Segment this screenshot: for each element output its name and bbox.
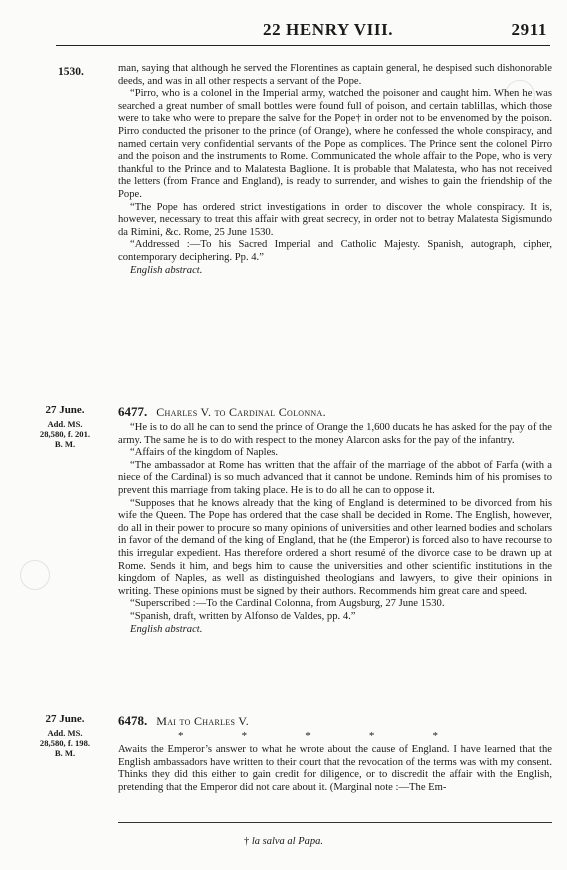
watermark-seal	[20, 560, 50, 590]
entry-6478-heading	[118, 713, 249, 729]
entry-title: Mai to Charles V.	[156, 714, 250, 728]
manuscript-library: B. M.	[54, 439, 76, 449]
running-title: 22 HENRY VIII.	[263, 20, 394, 39]
header-rule	[56, 45, 550, 46]
footnote-rule	[118, 822, 552, 823]
entry-title: Charles V. to Cardinal Colonna.	[156, 405, 326, 419]
star-mark: *	[368, 730, 375, 742]
paragraph: man, saying that although he served the Florentines as captain general, he despised such dishonorable deeds, and was in all other respects a servant of the Pope.	[118, 63, 552, 87]
page-header	[0, 20, 567, 42]
entry-date: 27 June.	[45, 404, 85, 416]
paragraph: Awaits the Emperor’s answer to what he wrote about the cause of England. I have learned that the English ambassadors have written to their court that the revocation of the terms was with my consent. Thinks they did this either to gain credit for diligence, or to discredit the affair with the English, pretending that the Emperor did not care about it. (Marginal note :—The Em-	[118, 744, 552, 793]
star-mark: *	[241, 730, 248, 742]
footnote-text: la salva al Papa.	[251, 836, 324, 847]
entry-6478-body	[118, 744, 552, 794]
manuscript-ref: Add. MS.	[47, 419, 83, 429]
entry-6477-body	[118, 422, 552, 636]
continuation-text	[118, 63, 552, 277]
margin-year: 1530.	[58, 66, 84, 78]
footnote	[0, 836, 567, 847]
star-mark: *	[432, 730, 438, 742]
paragraph: “Superscribed :—To the Cardinal Colonna, from Augsburg, 27 June 1530.	[130, 598, 445, 610]
entry-6478-margin	[30, 713, 100, 758]
manuscript-ref: Add. MS.	[47, 728, 83, 738]
entry-6477-heading	[118, 404, 326, 420]
entry-date: 27 June.	[45, 713, 85, 725]
page-number: 2911	[511, 20, 547, 39]
paragraph: “He is to do all he can to send the prince of Orange the 1,600 ducats he has asked for the pay of the army. The same he is to do with respect to the money Alarcon asks for the pay of the infantry.	[118, 422, 552, 446]
star-mark: *	[178, 730, 184, 742]
manuscript-library: B. M.	[54, 748, 76, 758]
paragraph: “Spanish, draft, written by Alfonso de Valdes, pp. 4.”	[130, 610, 356, 622]
entry-6477-margin	[30, 404, 100, 449]
manuscript-folio: 28,580, f. 198.	[39, 738, 91, 748]
paragraph: “Supposes that he knows already that the king of England is determined to be divorced from his wife the Queen. The Pope has ordered that the case shall be decided in Rome. The English, however, do all in their power to procure so many opinions of universities and other learned bodies and scholars in favor of the demand of the king of England, that he (the Emperor) is forced also to have recourse to this irregular expedient. Has therefore ordered a short resumé of the divorce case to be drawn up at Rome. Sends it him, and begs him to cause the universities and other scientific institutions in the kingdom of Naples, as well as distinguished theologians and lawyers, to give their opinions in writing. These opinions must be signed by their authors. Recommends him great care and speed.	[118, 497, 552, 597]
paragraph: “The ambassador at Rome has written that the affair of the marriage of the abbot of Farfa (with a niece of the Cardinal) is so much advanced that it cannot be undone. Reminds him of his promises to prevent this marriage from taking place. He is to do all he can to oppose it.	[118, 459, 552, 496]
entry-number: 6478.	[118, 713, 148, 728]
entry-number: 6477.	[118, 404, 148, 419]
abstract-note: English abstract.	[130, 264, 203, 276]
star-mark: *	[305, 730, 311, 742]
footnote-mark: †	[243, 836, 250, 847]
ellipsis-stars	[178, 730, 438, 742]
paragraph: “Addressed :—To his Sacred Imperial and Catholic Majesty. Spanish, autograph, cipher, contemporary deciphering. Pp. 4.”	[118, 239, 552, 263]
paragraph: “Pirro, who is a colonel in the Imperial army, watched the poisoner and caught him. When he was searched a great number of small bottles were found full of poison, and certain tablillas, which those were to take who were to prepare the salve for the Pope† in order not to be envenomed by the poison. Pirro conducted the prisoner to the prince (of Orange), where he confessed the whole conspiracy, and named certain very confidential servants of the Pope as complices. The Prince sent the colonel Pirro and the poison and the instruments to Rome. Communicated the whole affair to the Pope, who is very thankful to the Prince and to Malatesta Baglione. It is probable that Malatesta, who has not received the letters (from France and England), is ready to surrender, and wishes to gain the friendship of the Pope.	[118, 88, 552, 200]
manuscript-folio: 28,580, f. 201.	[39, 429, 91, 439]
abstract-note: English abstract.	[130, 623, 203, 635]
paragraph: “The Pope has ordered strict investigations in order to discover the whole conspiracy. It is, however, necessary to treat this affair with great secrecy, in order not to betray Malatesta Sigismundo da Rimini, &c. Rome, 25 June 1530.	[118, 201, 552, 238]
paragraph: “Affairs of the kingdom of Naples.	[130, 447, 279, 459]
